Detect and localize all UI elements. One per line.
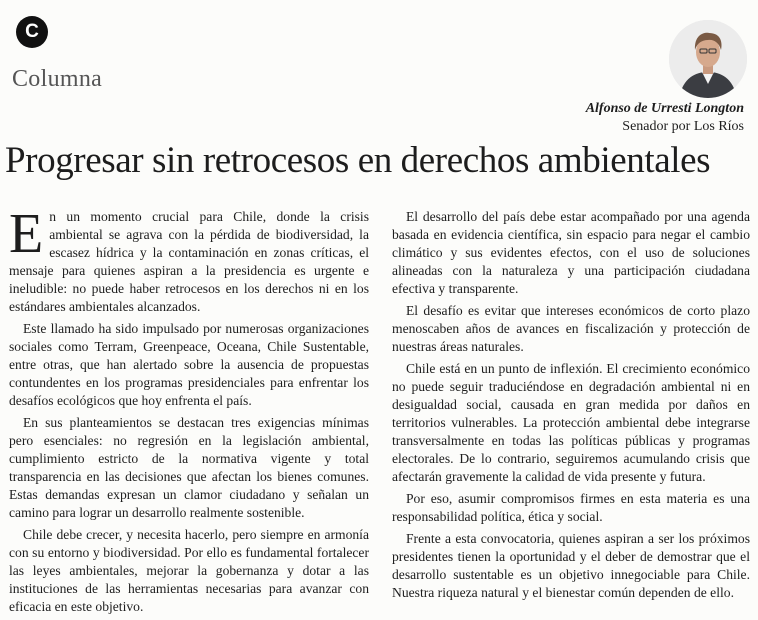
- paragraph: El desafío es evitar que intereses económicos de corto plazo menoscaben años de avances en fiscalización y protección de nuestras áreas naturales.: [392, 303, 750, 354]
- paragraph: Este llamado ha sido impulsado por numerosas organizaciones sociales como Terram, Greenpeace, Oceana, Chile Sustentable, entre otras, que han alertado sobre la ausencia de propuestas contundentes en los programas presidenciales para enfrentar los desafíos ecológicos que hoy enfrenta el país.: [9, 321, 369, 408]
- column-logo: C: [16, 16, 48, 48]
- author-role: Senador por Los Ríos: [622, 119, 744, 134]
- paragraph-text: n un momento crucial para Chile, donde la crisis ambiental se agrava con la pérdida de biodiversidad, la escasez hídrica y la contaminación en zonas críticas, el mensaje para quienes aspiran a la presidencia es urgente e ineludible: no puede haber retrocesos en los derechos ni en los estándares ambientales alcanzados.: [9, 209, 369, 314]
- article-headline: Progresar sin retrocesos en derechos ambientales: [5, 140, 711, 181]
- drop-cap: E: [9, 203, 44, 265]
- paragraph: Frente a esta convocatoria, quienes aspiran a ser los próximos presidentes tienen la oportunidad y el deber de demostrar que el desarrollo sustentable es un objetivo innegociable para Chile. Nuestra riqueza natural y el bienestar común dependen de ello.: [392, 531, 750, 600]
- paragraph: Chile está en un punto de inflexión. El crecimiento económico no puede seguir traduciéndose en degradación ambiental ni en desigualdad social, causada en gran medida por daños en territorios vulnerables. La protección ambiental debe integrarse transversalmente en todas las políticas públicas y programas electorales. De lo contrario, seguiremos acumulando crisis que afectarán gravemente la calidad de vida presente y futura.: [392, 361, 750, 484]
- author-avatar: [669, 20, 747, 98]
- paragraph: Por eso, asumir compromisos firmes en esta materia es una responsabilidad política, ética y social.: [392, 491, 750, 524]
- author-name: Alfonso de Urresti Longton: [585, 101, 744, 116]
- article-column-left: [9, 203, 369, 620]
- paragraph: Chile debe crecer, y necesita hacerlo, pero siempre en armonía con su entorno y biodiversidad. Por ello es fundamental fortalecer las leyes ambientales, mejorar la gobernanza y dotar a las instituciones de las herramientas necesarias para avanzar con eficacia en este objetivo.: [9, 527, 369, 614]
- paragraph: [9, 203, 369, 316]
- author-portrait-icon: [669, 20, 747, 98]
- section-label: Columna: [12, 66, 103, 92]
- paragraph: En sus planteamientos se destacan tres exigencias mínimas pero esenciales: no regresión en la legislación ambiental, cumplimiento estricto de la normativa vigente y total transparencia en las decisiones que afectan los bienes comunes. Estas demandas expresan un clamor ciudadano y señalan un camino para lograr un desarrollo realmente sostenible.: [9, 415, 369, 520]
- paragraph: El desarrollo del país debe estar acompañado por una agenda basada en evidencia científica, sin espacio para negar el cambio climático y sus evidentes efectos, con el uso de soluciones alineadas con la naturaleza y una participación ciudadana efectiva y transparente.: [392, 209, 750, 296]
- byline: [586, 100, 744, 136]
- article-column-right: [392, 208, 750, 606]
